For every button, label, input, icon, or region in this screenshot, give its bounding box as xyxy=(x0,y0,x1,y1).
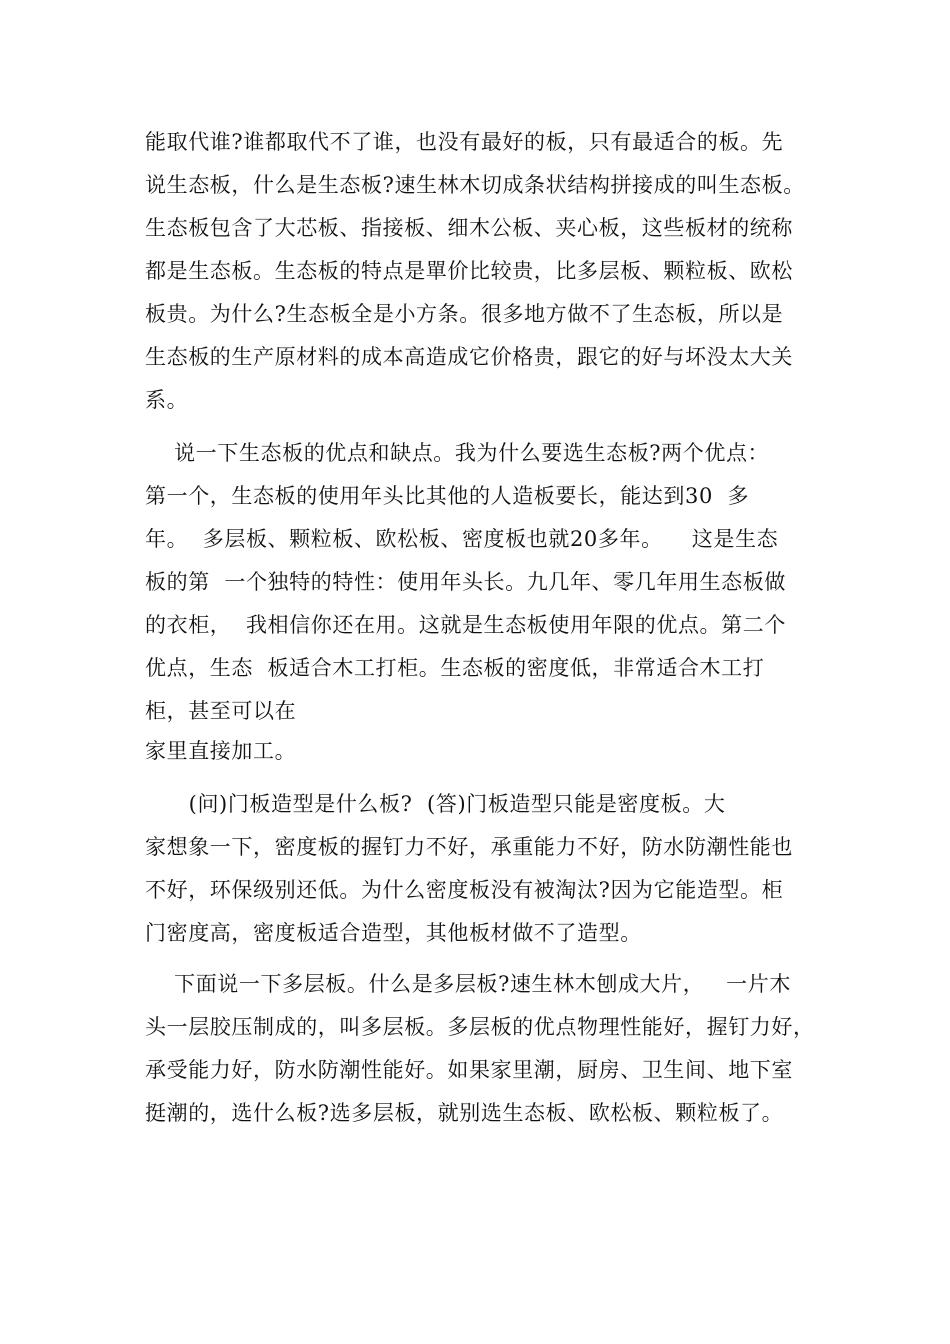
text-line: 家想象一下，密度板的握钉力不好，承重能力不好，防水防潮性能也 xyxy=(145,835,793,859)
text-line: 头一层胶压制成的，叫多层板。多层板的优点物理性能好，握钉力好， xyxy=(145,1015,815,1039)
text-line: 说一下生态板的优点和缺点。我为什么要选生态板?两个优点： xyxy=(145,441,770,465)
text-line: 板的第 一个独特的特性：使用年头长。九几年、零几年用生态板做 xyxy=(145,570,786,594)
text-line: 下面说一下多层板。什么是多层板?速生林木刨成大片， 一片木 xyxy=(145,972,791,996)
text-line: 承受能力好，防水防潮性能好。如果家里潮，厨房、卫生间、地下室 xyxy=(145,1058,793,1082)
text-line: 生态板的生产原材料的成本高造成它价格贵，跟它的好与坏没太大关 xyxy=(145,345,793,369)
text-line: 家里直接加工。 xyxy=(145,739,297,763)
text-line: (问)门板造型是什么板? (答)门板造型只能是密度板。大 xyxy=(145,792,726,816)
text-line: 第一个，生态板的使用年头比其他的人造板要长，能达到30 多 xyxy=(145,484,750,508)
text-line: 的衣柜， 我相信你还在用。这就是生态板使用年限的优点。第二个 xyxy=(145,613,786,637)
text-line: 不好，环保级别还低。为什么密度板没有被淘汰?因为它能造型。柜 xyxy=(145,878,784,902)
text-line: 门密度高，密度板适合造型，其他板材做不了造型。 xyxy=(145,921,642,945)
text-line: 挺潮的，选什么板?选多层板，就别选生态板、欧松板、颗粒板了。 xyxy=(145,1101,784,1125)
text-line: 系。 xyxy=(145,388,189,412)
text-line: 板贵。为什么?生态板全是小方条。很多地方做不了生态板，所以是 xyxy=(145,302,784,326)
text-line: 柜，甚至可以在 xyxy=(145,699,297,723)
text-line: 生态板包含了大芯板、指接板、细木公板、夹心板，这些板材的统称 xyxy=(145,216,793,240)
text-line: 优点，生态 板适合木工打柜。生态板的密度低，非常适合木工打 xyxy=(145,656,765,680)
text-line: 能取代谁?谁都取代不了谁，也没有最好的板，只有最适合的板。先 xyxy=(145,130,784,154)
text-line: 年。 多层板、颗粒板、欧松板、密度板也就20多年。 这是生态 xyxy=(145,527,779,551)
text-line: 都是生态板。生态板的特点是單价比较贵，比多层板、颗粒板、欧松 xyxy=(145,259,793,283)
text-line: 说生态板，什么是生态板?速生林木切成条状结构拼接成的叫生态板。 xyxy=(145,173,805,197)
